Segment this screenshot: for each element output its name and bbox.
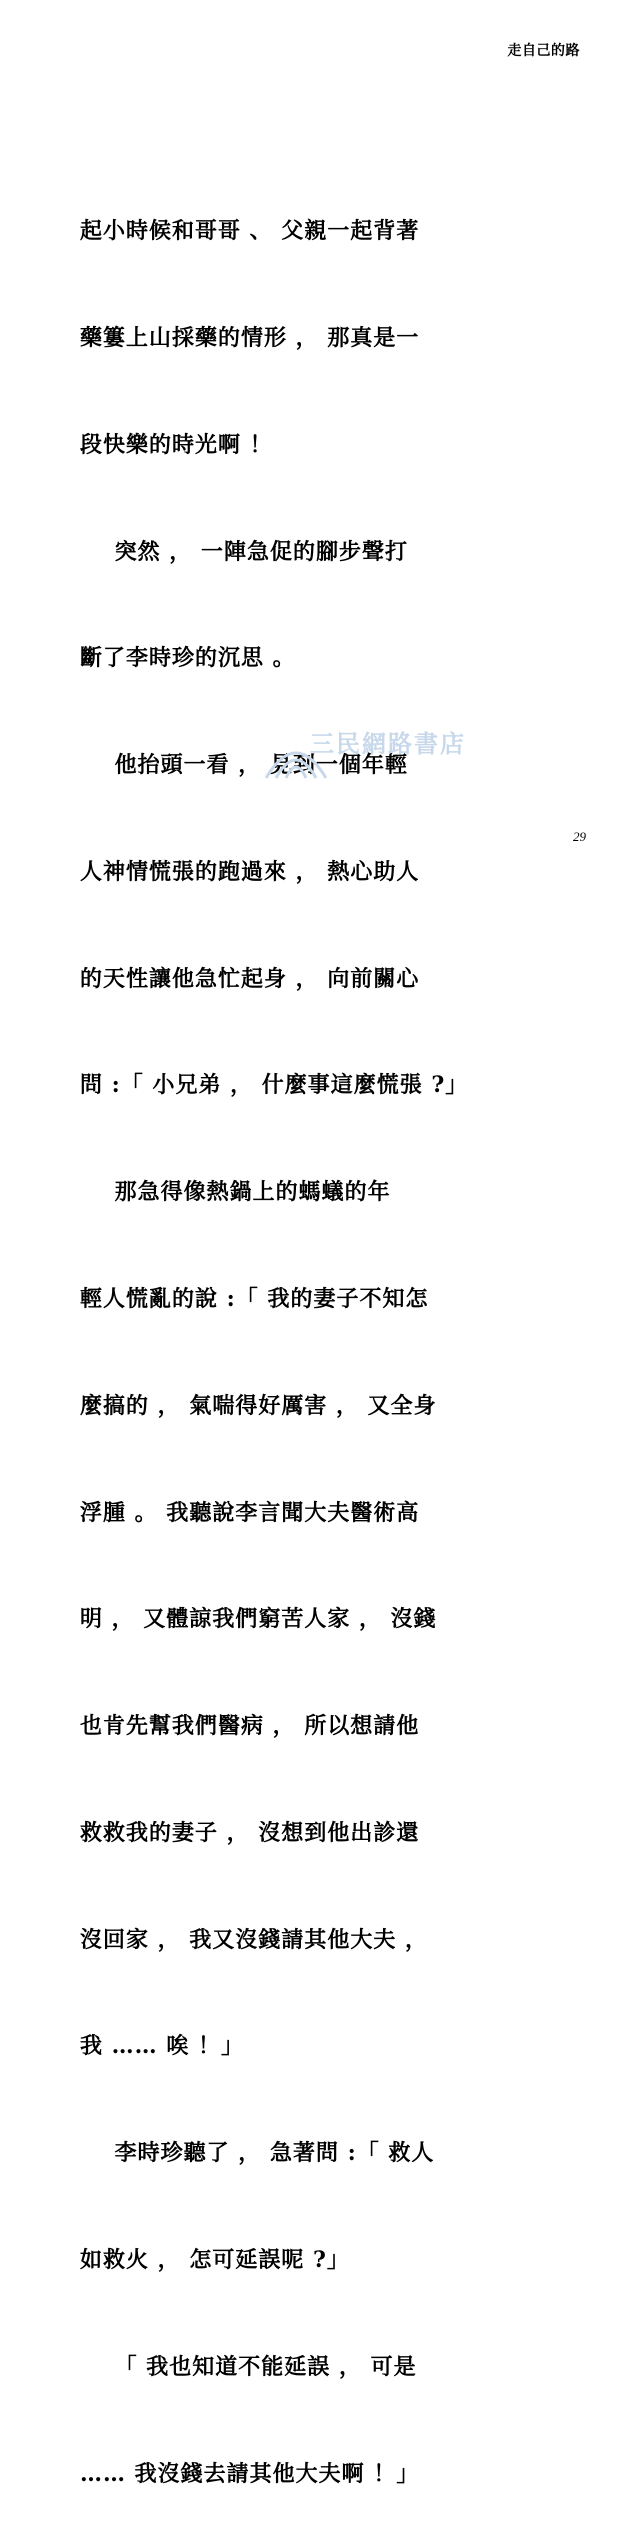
text-line: 起小時候和哥哥 、 父親一起背著 [80, 218, 420, 245]
watermark-text: 三民網路書店 [310, 730, 466, 758]
text-line: 的天性讓他急忙起身 ， 向前關心 [80, 965, 420, 992]
text-line: 麼搞的 ， 氣喘得好厲害 ， 又全身 [80, 1392, 437, 1419]
page-number: 29 [573, 829, 586, 844]
text-line: 段快樂的時光啊 ！ [80, 431, 273, 458]
story-text [80, 143, 580, 2528]
text-line: 如救火 ， 怎可延誤呢 ?」 [80, 2247, 350, 2274]
text-line: 斷了李時珍的沉思 。 [80, 645, 296, 672]
text-line: 輕人慌亂的說 :「 我的妻子不知怎 [80, 1286, 429, 1312]
text-line: 也肯先幫我們醫病 ， 所以想請他 [80, 1713, 420, 1740]
text-line: 藥簍上山採藥的情形 ， 那真是一 [80, 324, 420, 351]
text-line: 那急得像熱鍋上的螞蟻的年 [80, 1179, 391, 1206]
text-line: 沒回家 ， 我又沒錢請其他大夫 ， [80, 1926, 428, 1953]
text-line: 李時珍聽了 ， 急著問 :「 救人 [80, 2140, 435, 2167]
text-line: 他抬頭一看 ， 見到一個年輕 [80, 752, 408, 779]
text-line: 浮腫 。 我聽說李言聞大夫醫術高 [80, 1499, 420, 1526]
text-line: 「 我也知道不能延誤 ， 可是 [80, 2353, 417, 2380]
text-line: 人神情慌張的跑過來 ， 熱心助人 [80, 858, 420, 885]
text-line: 救救我的妻子 ， 沒想到他出診還 [80, 1819, 420, 1846]
text-line: 我 …… 唉 ！」 [80, 2033, 244, 2060]
running-head-title: 走自己的路 [507, 43, 580, 59]
text-line: 問 :「 小兄弟 ， 什麼事這麼慌張 ?」 [80, 1072, 469, 1099]
text-line: 明 ， 又體諒我們窮苦人家 ， 沒錢 [80, 1606, 437, 1633]
text-line: 突然 ， 一陣急促的腳步聲打 [80, 538, 408, 565]
text-line: …… 我沒錢去請其他大夫啊 ！」 [80, 2460, 420, 2487]
